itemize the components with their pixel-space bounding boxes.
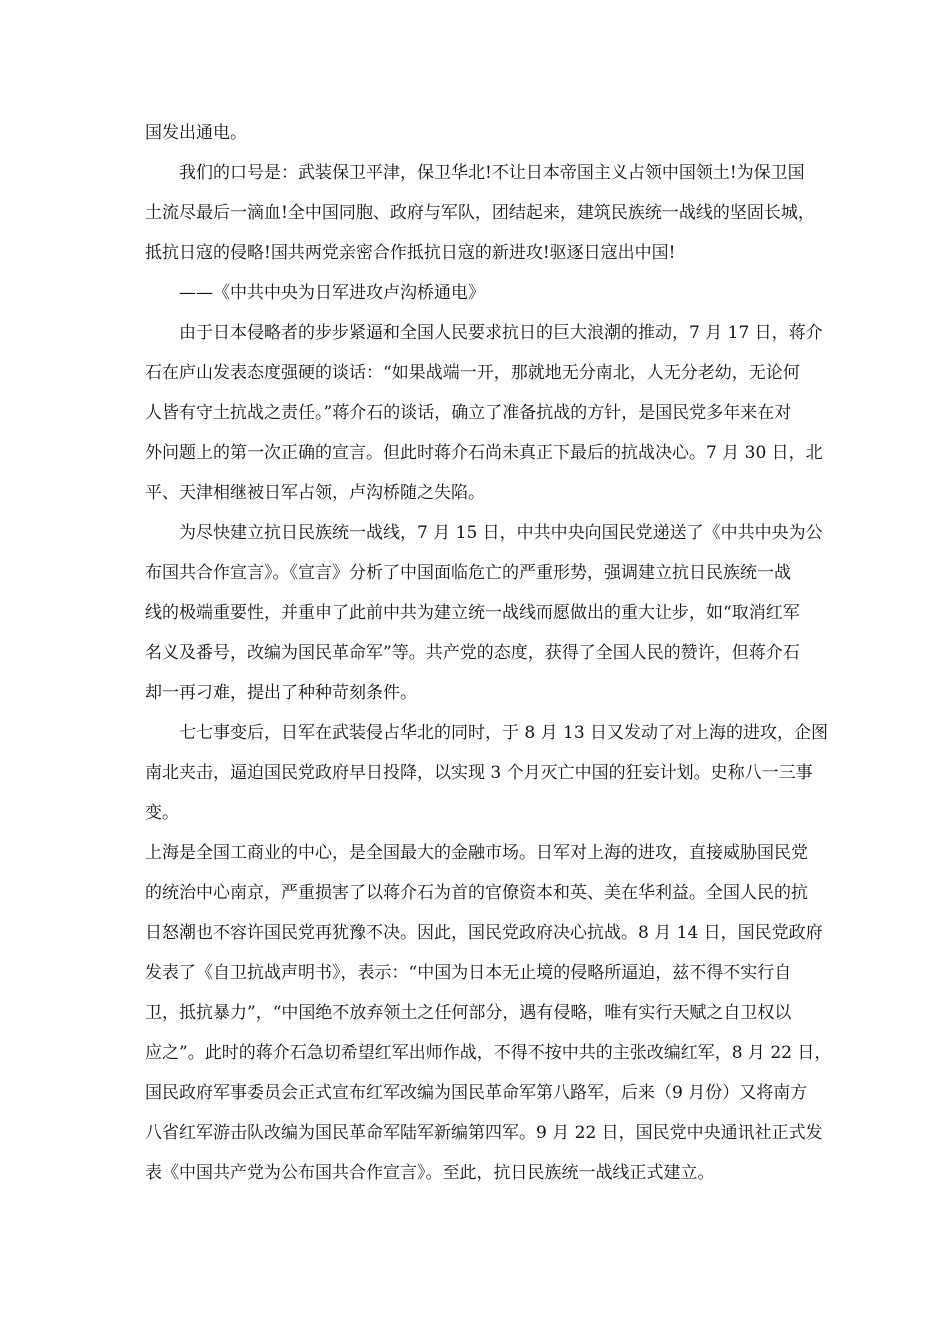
text-line: 南北夹击，逼迫国民党政府早日投降，以实现 3 个月灭亡中国的狂妄计划。史称八一三事 (145, 763, 813, 783)
quote-source: ——《中共中央为日军进攻卢沟桥通电》 (179, 283, 485, 303)
text-line: 变。 (145, 803, 179, 823)
text-line: 我们的口号是：武装保卫平津，保卫华北!不让日本帝国主义占领中国领土!为保卫国 (179, 163, 805, 183)
text-line: 石在庐山发表态度强硬的谈话：“如果战端一开，那就地无分南北，人无分老幼，无论何 (145, 363, 800, 383)
text-line: 抵抗日寇的侵略!国共两党亲密合作抵抗日寇的新进攻!驱逐日寇出中国! (145, 243, 676, 263)
text-line: 名义及番号，改编为国民革命军”等。共产党的态度，获得了全国人民的赞许，但蒋介石 (145, 643, 800, 663)
text-line: 人皆有守土抗战之责任。”蒋介石的谈话，确立了准备抗战的方针，是国民党多年来在对 (145, 403, 792, 423)
text-line: 国民政府军事委员会正式宣布红军改编为国民革命军第八路军，后来（9 月份）又将南方 (145, 1083, 808, 1103)
text-line: 却一再刁难，提出了种种苛刻条件。 (145, 683, 417, 703)
text-line: 八省红军游击队改编为国民革命军陆军新编第四军。9 月 22 日，国民党中央通讯社正式发 (145, 1123, 823, 1143)
text-line: 土流尽最后一滴血!全中国同胞、政府与军队，团结起来，建筑民族统一战线的坚固长城， (145, 203, 815, 223)
text-line: 发表了《自卫抗战声明书》，表示：“中国为日本无止境的侵略所逼迫，兹不得不实行自 (145, 963, 792, 983)
text-line: 外问题上的第一次正确的宣言。但此时蒋介石尚未真正下最后的抗战决心。7 月 30 日，北 (145, 443, 823, 463)
text-line: 应之”。此时的蒋介石急切希望红军出师作战，不得不按中共的主张改编红军，8 月 22 日， (145, 1043, 832, 1063)
text-line: 为尽快建立抗日民族统一战线，7 月 15 日，中共中央向国民党递送了《中共中央为公 (179, 523, 823, 543)
text-line: 卫，抵抗暴力”，“中国绝不放弃领土之任何部分，遇有侵略，唯有实行天赋之自卫权以 (145, 1003, 792, 1023)
text-line: 日怒潮也不容许国民党再犹豫不决。因此，国民党政府决心抗战。8 月 14 日，国民党政府 (145, 923, 823, 943)
text-line: 七七事变后，日军在武装侵占华北的同时，于 8 月 13 日又发动了对上海的进攻，企图 (179, 723, 829, 743)
text-line: 的统治中心南京，严重损害了以蒋介石为首的官僚资本和英、美在华利益。全国人民的抗 (145, 883, 808, 903)
text-line: 平、天津相继被日军占领，卢沟桥随之失陷。 (145, 483, 485, 503)
text-line: 上海是全国工商业的中心，是全国最大的金融市场。日军对上海的进攻，直接威胁国民党 (145, 843, 808, 863)
text-line: 布国共合作宣言》。《宣言》分析了中国面临危亡的严重形势，强调建立抗日民族统一战 (145, 563, 791, 583)
text-line: 国发出通电。 (145, 123, 247, 143)
text-line: 线的极端重要性，并重申了此前中共为建立统一战线而愿做出的重大让步，如“取消红军 (145, 603, 800, 623)
text-line: 表《中国共产党为公布国共合作宣言》。至此，抗日民族统一战线正式建立。 (145, 1163, 715, 1183)
text-line: 由于日本侵略者的步步紧逼和全国人民要求抗日的巨大浪潮的推动，7 月 17 日，蒋介 (179, 323, 823, 343)
